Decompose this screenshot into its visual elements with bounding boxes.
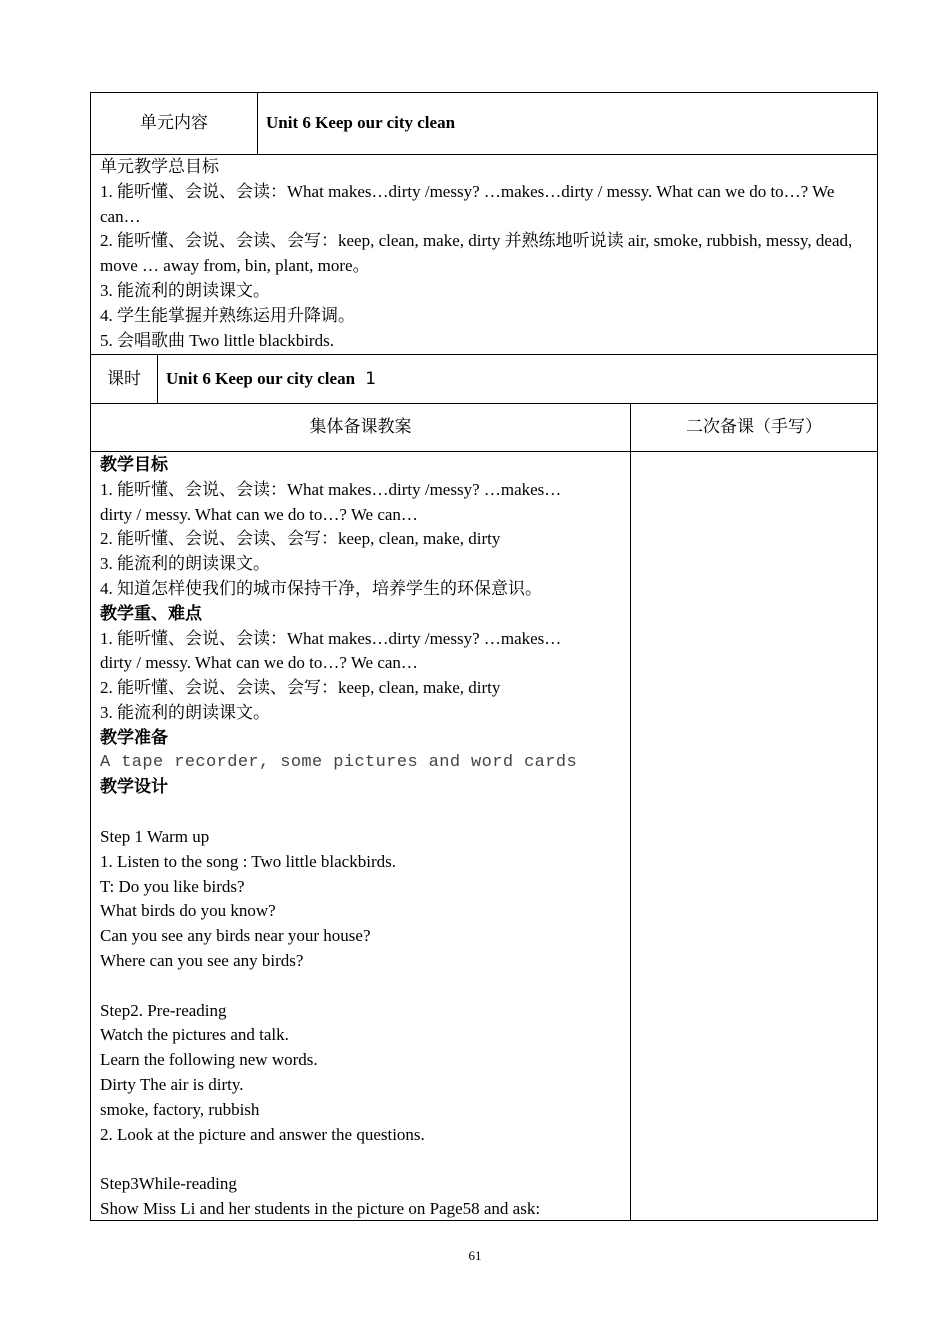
col-divider-main xyxy=(630,403,631,1221)
step-line: Show Miss Li and her students in the picture on Page58 and ask: xyxy=(100,1198,541,1218)
objective-line: 3. 能流利的朗读课文。 xyxy=(100,554,270,574)
page-number: 61 xyxy=(468,1248,482,1263)
key-points-title: 教学重、难点 xyxy=(100,603,202,624)
row-divider-3 xyxy=(90,403,878,404)
step-line: Can you see any birds near your house? xyxy=(100,926,371,946)
row-divider-4 xyxy=(90,451,878,452)
step-line xyxy=(100,1147,628,1172)
unit-goal-item: 2. 能听懂、会说、会读、会写：keep, clean, make, dirty 并熟练地听说读 air, smoke, rubbish, messy, dead, move … away from, bin, plant, more。 xyxy=(100,231,853,276)
step-line: smoke, factory, rubbish xyxy=(100,1099,260,1119)
lesson-title-line xyxy=(166,367,376,392)
step-line: Where can you see any birds? xyxy=(100,950,304,970)
key-point-line: 1. 能听懂、会说、会读：What makes…dirty /messy? …makes… xyxy=(100,628,562,648)
objective-line: 4. 知道怎样使我们的城市保持干净，培养学生的环保意识。 xyxy=(100,578,542,598)
objective-line: dirty / messy. What can we do to…? We can… xyxy=(100,504,418,524)
design-title: 教学设计 xyxy=(100,777,168,798)
prep-title: 教学准备 xyxy=(100,727,168,748)
objective-line: 2. 能听懂、会说、会读、会写：keep, clean, make, dirty xyxy=(100,529,501,549)
step-line: Step2. Pre-reading xyxy=(100,1000,227,1020)
prep-text: A tape recorder, some pictures and word cards xyxy=(100,752,578,772)
unit-goal-item: 1. 能听懂、会说、会读：What makes…dirty /messy? …makes…dirty / messy. What can we do to…? We can… xyxy=(100,181,835,226)
plan-body xyxy=(100,453,628,1222)
lesson-label: 课时 xyxy=(107,369,141,389)
step-line: Watch the pictures and talk. xyxy=(100,1025,289,1045)
step-line: Dirty The air is dirty. xyxy=(100,1074,244,1094)
unit-content-label: 单元内容 xyxy=(140,113,208,133)
lesson-title: Unit 6 Keep our city clean xyxy=(166,369,356,388)
objective-line: 1. 能听懂、会说、会读：What makes…dirty /messy? …makes… xyxy=(100,479,562,499)
step-line: 2. Look at the picture and answer the questions. xyxy=(100,1124,425,1144)
col-divider-lesson xyxy=(157,354,158,404)
step-line xyxy=(100,974,628,999)
unit-goals-title: 单元教学总目标 xyxy=(100,157,219,177)
unit-goals-section xyxy=(100,155,872,353)
key-point-line: dirty / messy. What can we do to…? We can… xyxy=(100,653,418,673)
unit-goal-item: 3. 能流利的朗读课文。 xyxy=(100,280,270,300)
row-divider-2 xyxy=(90,354,878,355)
column-header-second-plan: 二次备课（手写） xyxy=(686,417,822,437)
step-line: Step 1 Warm up xyxy=(100,826,210,846)
step-line: T: Do you like birds? xyxy=(100,876,245,896)
key-point-line: 2. 能听懂、会说、会读、会写：keep, clean, make, dirty xyxy=(100,678,501,698)
step-line: Learn the following new words. xyxy=(100,1050,318,1070)
step-line xyxy=(100,800,628,825)
step-line: 1. Listen to the song : Two little blackbirds. xyxy=(100,851,396,871)
key-point-line: 3. 能流利的朗读课文。 xyxy=(100,702,270,722)
objectives-title: 教学目标 xyxy=(100,455,168,475)
step-line: Step3While-reading xyxy=(100,1174,237,1194)
step-line: What birds do you know? xyxy=(100,901,276,921)
unit-goal-item: 4. 学生能掌握并熟练运用升降调。 xyxy=(100,305,355,325)
unit-goal-item: 5. 会唱歌曲 Two little blackbirds. xyxy=(100,330,334,350)
lesson-number: 1 xyxy=(365,369,377,389)
col-divider-unit xyxy=(257,92,258,155)
column-header-collective-plan: 集体备课教案 xyxy=(309,417,412,437)
unit-title: Unit 6 Keep our city clean xyxy=(266,113,456,132)
